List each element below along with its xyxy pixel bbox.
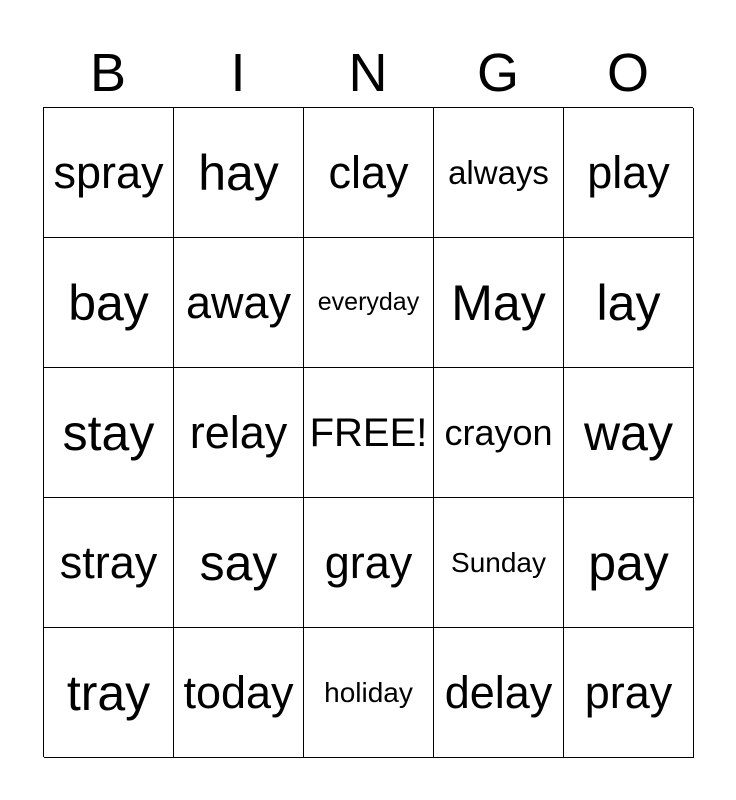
bingo-cell[interactable]: today xyxy=(174,628,304,758)
bingo-cell[interactable]: stay xyxy=(44,368,174,498)
bingo-cell[interactable]: delay xyxy=(434,628,564,758)
bingo-cell[interactable]: pay xyxy=(564,498,694,628)
bingo-cell[interactable]: hay xyxy=(174,108,304,238)
bingo-cell[interactable]: say xyxy=(174,498,304,628)
header-letter-n: N xyxy=(348,43,388,103)
bingo-cell[interactable]: tray xyxy=(44,628,174,758)
bingo-cell[interactable]: crayon xyxy=(434,368,564,498)
bingo-cell[interactable]: holiday xyxy=(304,628,434,758)
bingo-board xyxy=(43,107,693,757)
header-letter-g: G xyxy=(476,43,519,103)
bingo-cell[interactable]: relay xyxy=(174,368,304,498)
bingo-cell[interactable]: pray xyxy=(564,628,694,758)
bingo-cell[interactable]: Sunday xyxy=(434,498,564,628)
bingo-cell[interactable]: May xyxy=(434,238,564,368)
bingo-cell[interactable]: away xyxy=(174,238,304,368)
free-space-cell[interactable]: FREE! xyxy=(304,368,434,498)
bingo-cell[interactable]: way xyxy=(564,368,694,498)
header-letter-o: O xyxy=(606,43,649,103)
bingo-cell[interactable]: bay xyxy=(44,238,174,368)
bingo-cell[interactable]: gray xyxy=(304,498,434,628)
bingo-cell[interactable]: spray xyxy=(44,108,174,238)
bingo-cell[interactable]: clay xyxy=(304,108,434,238)
bingo-cell[interactable]: play xyxy=(564,108,694,238)
bingo-cell[interactable]: everyday xyxy=(304,238,434,368)
bingo-cell[interactable]: lay xyxy=(564,238,694,368)
bingo-cell[interactable]: stray xyxy=(44,498,174,628)
bingo-header xyxy=(43,40,693,106)
bingo-cell[interactable]: always xyxy=(434,108,564,238)
header-letter-b: B xyxy=(89,43,127,103)
header-letter-i: I xyxy=(230,43,246,103)
